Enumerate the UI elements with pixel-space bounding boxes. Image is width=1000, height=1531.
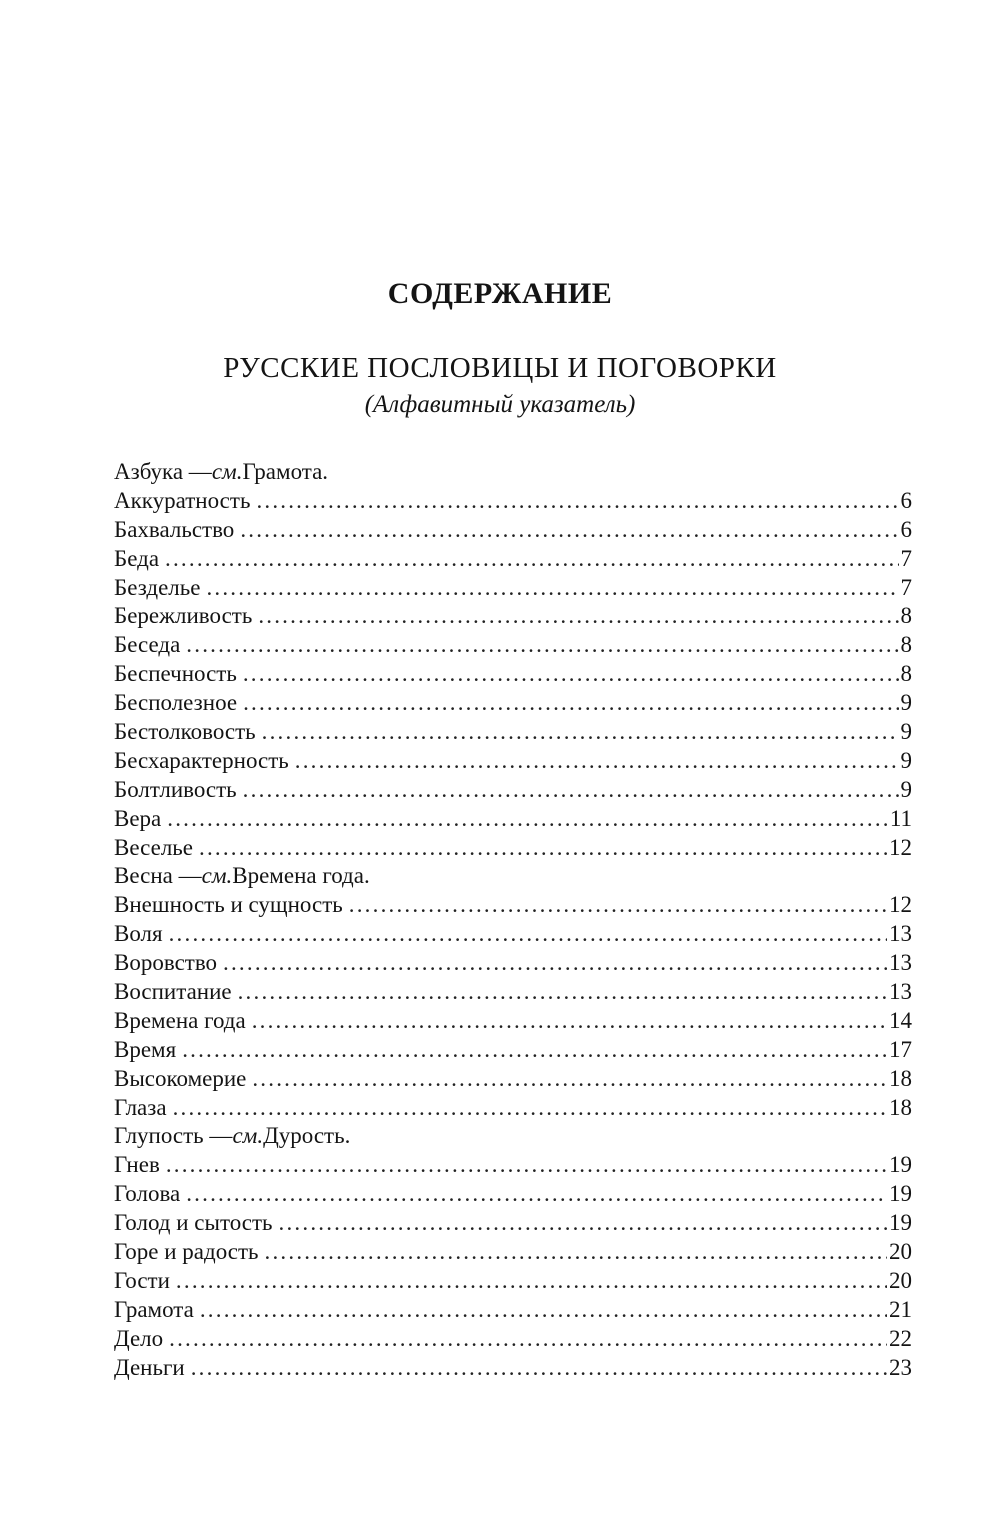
- dot-leader: [186, 1180, 887, 1209]
- toc-entry-page-number: 21: [889, 1296, 912, 1322]
- toc-entry-page-number: 13: [889, 921, 912, 947]
- toc-entry-title: Горе и радость: [114, 1239, 259, 1265]
- xref-term: Азбука —: [114, 459, 212, 484]
- dot-leader: [169, 1325, 887, 1354]
- toc-entry-title: Беседа: [114, 632, 181, 658]
- toc-entry: [114, 516, 912, 545]
- toc-entry-title: Безделье: [114, 574, 201, 600]
- toc-entry-page-number: 7: [900, 545, 912, 571]
- dot-leader: [252, 1065, 887, 1094]
- dot-leader: [169, 920, 887, 949]
- toc-entry-page-number: 8: [900, 603, 912, 629]
- toc-entry-title: Грамота: [114, 1296, 194, 1322]
- xref-see-label: см.: [211, 459, 243, 484]
- toc-entry-title: Гости: [114, 1267, 170, 1293]
- toc-entry-title: Аккуратность: [114, 487, 251, 513]
- dot-leader: [165, 545, 898, 574]
- toc-entry: [114, 1007, 912, 1036]
- toc-entry-page-number: 8: [900, 632, 912, 658]
- toc-entry: [114, 747, 912, 776]
- toc-entry-title: Бесхарактерность: [114, 747, 289, 773]
- dot-leader: [238, 978, 887, 1007]
- toc-entry-title: Глаза: [114, 1094, 167, 1120]
- toc-cross-reference: [114, 1122, 912, 1151]
- toc-cross-reference: [114, 458, 912, 487]
- toc-entry: [114, 689, 912, 718]
- page-title: СОДЕРЖАНИЕ: [387, 277, 613, 310]
- toc-entry-title: Веселье: [114, 834, 193, 860]
- toc-entry-title: Внешность и сущность: [114, 892, 343, 918]
- toc-entry-page-number: 18: [889, 1094, 912, 1120]
- toc-entry-title: Голод и сытость: [114, 1210, 273, 1236]
- dot-leader: [243, 689, 898, 718]
- toc-entry-title: Болтливость: [114, 776, 237, 802]
- xref-term: Глупость —: [114, 1123, 233, 1149]
- table-of-contents: [114, 458, 912, 1383]
- dot-leader: [295, 747, 899, 776]
- dot-leader: [258, 602, 898, 631]
- toc-entry: [114, 660, 912, 689]
- toc-entry-page-number: 6: [900, 516, 912, 542]
- toc-entry: [114, 602, 912, 631]
- xref-term: Весна —: [114, 863, 202, 889]
- toc-entry-title: Высокомерие: [114, 1065, 247, 1091]
- toc-entry-title: Бесполезное: [114, 690, 238, 716]
- toc-entry: [114, 718, 912, 747]
- toc-entry-title: Деньги: [114, 1354, 185, 1380]
- dot-leader: [191, 1354, 887, 1383]
- section-title: РУССКИЕ ПОСЛОВИЦЫ И ПОГОВОРКИ: [223, 352, 777, 384]
- toc-entry-page-number: 12: [889, 834, 912, 860]
- toc-entry-page-number: 17: [889, 1036, 912, 1062]
- toc-entry: [114, 1325, 912, 1354]
- toc-entry-page-number: 14: [889, 1007, 912, 1033]
- toc-entry-title: Воля: [114, 921, 163, 947]
- toc-entry: [114, 1180, 912, 1209]
- toc-entry-title: Времена года: [114, 1007, 246, 1033]
- dot-leader: [167, 805, 888, 834]
- toc-entry-page-number: 19: [889, 1181, 912, 1207]
- dot-leader: [349, 891, 887, 920]
- toc-cross-reference: [114, 862, 912, 891]
- toc-entry-title: Воспитание: [114, 979, 232, 1005]
- dot-leader: [256, 487, 898, 516]
- toc-entry: [114, 1267, 912, 1296]
- toc-entry-title: Дело: [114, 1325, 164, 1351]
- toc-entry: [114, 487, 912, 516]
- toc-entry-page-number: 9: [900, 747, 912, 773]
- dot-leader: [252, 1007, 887, 1036]
- toc-entry: [114, 1151, 912, 1180]
- toc-entry: [114, 574, 912, 603]
- toc-entry-page-number: 12: [889, 892, 912, 918]
- toc-entry-page-number: 7: [900, 574, 912, 600]
- toc-entry-page-number: 20: [889, 1239, 912, 1265]
- toc-entry: [114, 920, 912, 949]
- toc-entry: [114, 1094, 912, 1123]
- toc-entry: [114, 949, 912, 978]
- dot-leader: [173, 1094, 887, 1123]
- toc-entry: [114, 1354, 912, 1383]
- toc-entry: [114, 834, 912, 863]
- toc-entry-page-number: 19: [889, 1210, 912, 1236]
- dot-leader: [240, 516, 898, 545]
- dot-leader: [186, 631, 898, 660]
- dot-leader: [243, 776, 899, 805]
- toc-entry-title: Бережливость: [114, 603, 253, 629]
- dot-leader: [206, 574, 898, 603]
- dot-leader: [182, 1036, 887, 1065]
- toc-entry-page-number: 23: [889, 1354, 912, 1380]
- toc-entry-page-number: 20: [889, 1267, 912, 1293]
- toc-entry-page-number: 9: [900, 719, 912, 745]
- toc-entry-page-number: 11: [889, 805, 912, 831]
- toc-entry: [114, 1036, 912, 1065]
- dot-leader: [223, 949, 887, 978]
- toc-entry-page-number: 13: [889, 979, 912, 1005]
- toc-entry-page-number: 13: [889, 950, 912, 976]
- dot-leader: [262, 718, 899, 747]
- toc-entry-title: Время: [114, 1036, 177, 1062]
- toc-entry: [114, 805, 912, 834]
- xref-target: Дурость.: [263, 1123, 351, 1149]
- toc-entry: [114, 1296, 912, 1325]
- toc-entry-page-number: 18: [889, 1065, 912, 1091]
- toc-entry-title: Беда: [114, 545, 160, 571]
- toc-entry-title: Беспечность: [114, 661, 237, 687]
- dot-leader: [279, 1209, 887, 1238]
- dot-leader: [176, 1267, 887, 1296]
- dot-leader: [265, 1238, 887, 1267]
- toc-entry-title: Голова: [114, 1181, 181, 1207]
- toc-entry: [114, 1209, 912, 1238]
- dot-leader: [199, 834, 887, 863]
- toc-entry-title: Вера: [114, 805, 162, 831]
- xref-see-label: см.: [232, 1123, 264, 1149]
- toc-entry: [114, 891, 912, 920]
- toc-entry-title: Бахвальство: [114, 516, 235, 542]
- toc-entry-page-number: 8: [900, 661, 912, 687]
- toc-entry-page-number: 9: [900, 690, 912, 716]
- toc-entry-page-number: 9: [900, 776, 912, 802]
- toc-entry-title: Воровство: [114, 950, 218, 976]
- toc-entry-page-number: 19: [889, 1152, 912, 1178]
- toc-entry-page-number: 22: [889, 1325, 912, 1351]
- toc-entry-title: Бестолковость: [114, 719, 256, 745]
- dot-leader: [243, 660, 899, 689]
- section-subtitle: (Алфавитный указатель): [364, 391, 636, 418]
- toc-entry: [114, 1065, 912, 1094]
- dot-leader: [200, 1296, 887, 1325]
- toc-entry: [114, 1238, 912, 1267]
- toc-entry: [114, 631, 912, 660]
- dot-leader: [166, 1151, 887, 1180]
- toc-entry-title: Гнев: [114, 1152, 160, 1178]
- toc-entry: [114, 978, 912, 1007]
- xref-see-label: см.: [201, 863, 233, 889]
- xref-target: Грамота.: [242, 459, 329, 484]
- toc-entry-page-number: 6: [900, 487, 912, 513]
- xref-target: Времена года.: [232, 863, 370, 889]
- toc-entry: [114, 545, 912, 574]
- toc-entry: [114, 776, 912, 805]
